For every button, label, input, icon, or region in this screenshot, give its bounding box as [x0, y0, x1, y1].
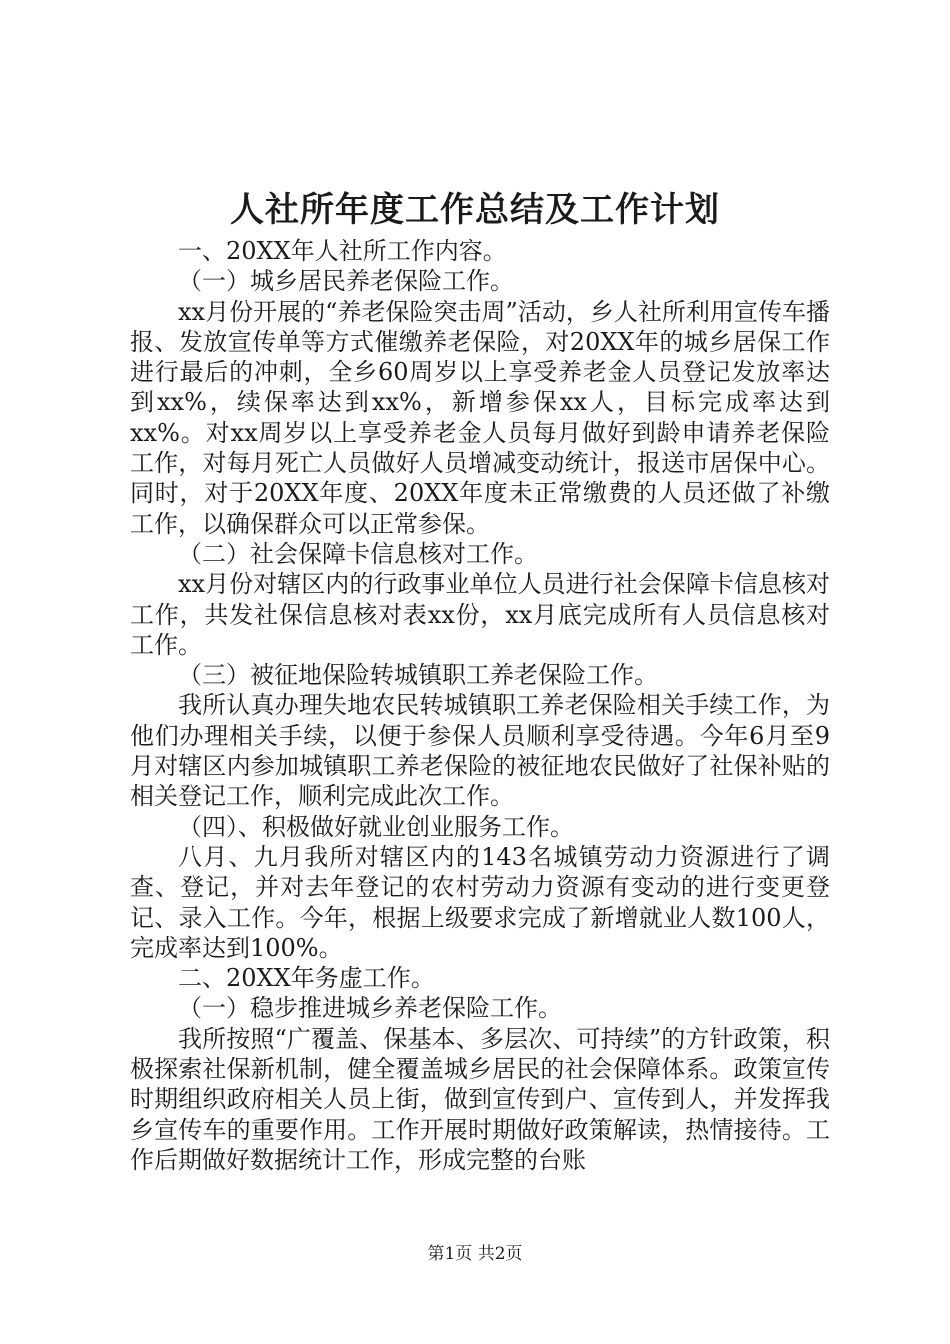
- document-title: 人社所年度工作总结及工作计划: [230, 190, 720, 230]
- page-number-footer: 第1页 共2页: [427, 1244, 523, 1264]
- section-heading: 一、20XX年人社所工作内容。: [178, 237, 507, 265]
- body-paragraph: 我所认真办理失地农民转城镇职工养老保险相关手续工作，为他们办理相关手续，以便于参保人员顺利享受待遇。今年6月至9月对辖区内参加城镇职工养老保险的被征地农民做好了社保补贴的相关登记工作，顺利完成此次工作。: [130, 691, 830, 811]
- subsection-heading: （四）、积极做好就业创业服务工作。: [178, 812, 574, 841]
- subsection-heading: （一）稳步推进城乡养老保险工作。: [178, 994, 562, 1023]
- body-paragraph: xx月份开展的“养老保险突击周”活动，乡人社所利用宣传车播报、发放宣传单等方式催缴养老保险，对20XX年的城乡居保工作进行最后的冲刺，全乡60周岁以上享受养老金人员登记发放率达到xx%，续保率达到xx%，新增参保xx人，目标完成率达到xx%。对xx周岁以上享受养老金人员每月做好到龄申请养老保险工作，对每月死亡人员做好人员增减变动统计，报送市居保中心。同时，对于20XX年度、20XX年度未正常缴费的人员还做了补缴工作，以确保群众可以正常参保。: [130, 297, 830, 538]
- body-paragraph: 我所按照“广覆盖、保基本、多层次、可持续”的方针政策，积极探索社保新机制，健全覆盖城乡居民的社会保障体系。政策宣传时期组织政府相关人员上街，做到宣传到户、宣传到人，并发挥我乡宣传车的重要作用。工作开展时期做好政策解读，热情接待。工作后期做好数据统计工作，形成完整的台账: [130, 1024, 830, 1174]
- subsection-heading: （二）社会保障卡信息核对工作。: [178, 539, 538, 568]
- section-heading: 二、20XX年务虚工作。: [178, 964, 435, 993]
- body-paragraph: xx月份对辖区内的行政事业单位人员进行社会保障卡信息核对工作，共发社保信息核对表xx份，xx月底完成所有人员信息核对工作。: [130, 570, 830, 659]
- subsection-heading: （三）被征地保险转城镇职工养老保险工作。: [178, 661, 658, 690]
- body-paragraph: 八月、九月我所对辖区内的143名城镇劳动力资源进行了调查、登记，并对去年登记的农村劳动力资源有变动的进行变更登记、录入工作。今年，根据上级要求完成了新增就业人数100人，完成率达到100%。: [130, 842, 830, 962]
- document-body: [130, 236, 830, 1175]
- subsection-heading: （一）城乡居民养老保险工作。: [178, 267, 514, 296]
